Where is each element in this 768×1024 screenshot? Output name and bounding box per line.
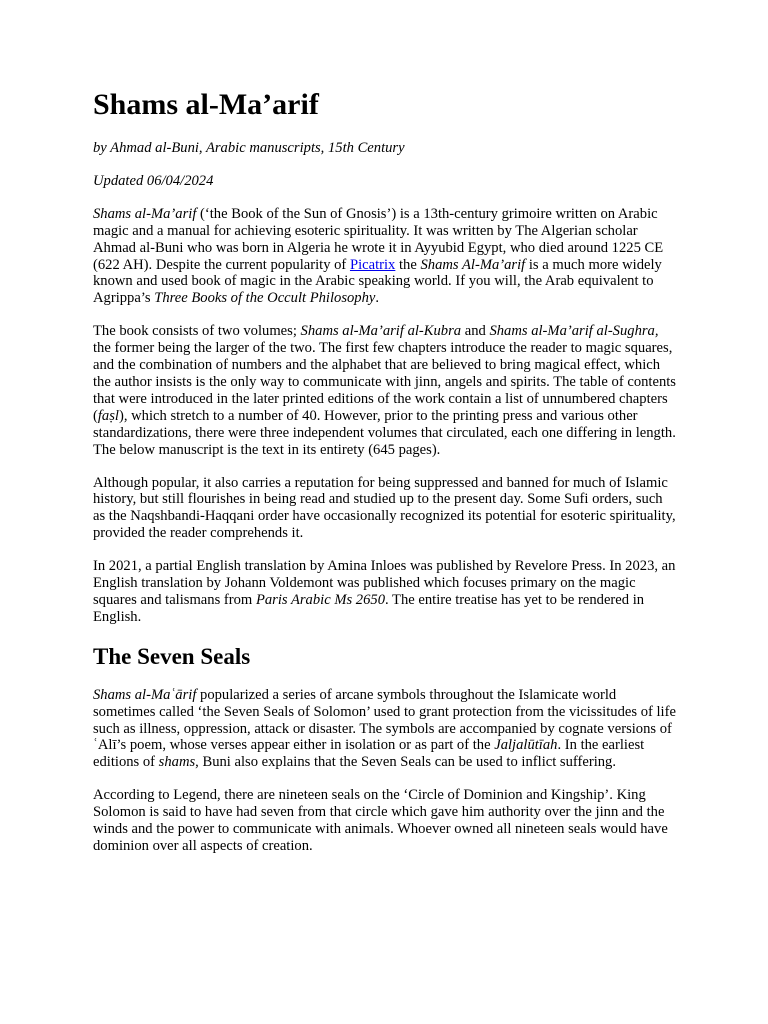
text-span: . The entire treatise has yet to be rendered in English. [93, 591, 645, 625]
seals-paragraph [93, 687, 676, 772]
updated-date: Updated 06/04/2024 [93, 172, 214, 189]
term: Jaljalūtīah [494, 737, 558, 754]
volumes-paragraph [93, 323, 676, 458]
text-span: and [461, 323, 490, 340]
translations-paragraph [93, 558, 676, 626]
book-title: Shams al-Ma’arif al-Kubra [300, 323, 462, 340]
picatrix-link[interactable]: Picatrix [349, 256, 396, 273]
text-span: In 2021, a partial English translation by Amina Inloes was published by Revelore Press. In 2023, an English translation by Johann Voldemont was published which focuses primary on the magic squares and talismans from [93, 558, 676, 608]
legend-paragraph: According to Legend, there are nineteen seals on the ‘Circle of Dominion and Kingship’. King Solomon is said to have had seven from that circle which gave him authority over the jinn and the winds and the power to communicate with animals. Whoever owned all nineteen seals would have dominion over all aspects of creation. [93, 787, 668, 854]
text-span: ), which stretch to a number of 40. However, prior to the printing press and various other standardizations, there were three independent volumes that circulated, each one differing in length. The below manuscript is the text in its entirety (645 pages). [93, 407, 676, 458]
term: shams [158, 754, 196, 771]
text-span: The book consists of two volumes; [93, 323, 301, 340]
text-span: is a much more widely known and used book of magic in the Arabic speaking world. If you will, the Arab equivalent to Agrippa’s [93, 256, 662, 307]
reputation-paragraph: Although popular, it also carries a reputation for being suppressed and banned for much of Islamic history, but still flourishes in being read and studied up to the present day. Some Sufi orders, such as the Naqshbandi-Haqqani order have occasionally recognized its potential for esoteric spirituality, provided the reader comprehends it. [93, 474, 676, 542]
text-span: . In the earliest editions of [93, 737, 645, 771]
text-span: popularized a series of arcane symbols throughout the Islamicate world sometimes called ‘the Seven Seals of Solomon’ used to grant protection from the vicissitudes of life such as illness, oppression, attack or disaster. The symbols are accompanied by cognate versions of ʿAlī’s poem, whose verses appear either in isolation or as part of the [93, 686, 676, 754]
book-title: Three Books of the Occult Philosophy [154, 290, 376, 307]
text-span: the [395, 256, 421, 273]
byline: by Ahmad al-Buni, Arabic manuscripts, 15th Century [93, 140, 405, 156]
text-span: . [375, 290, 380, 307]
section-heading: The Seven Seals [93, 643, 251, 669]
page-title: Shams al-Ma’arif [93, 88, 319, 121]
manuscript-title: Paris Arabic Ms 2650 [255, 591, 385, 608]
book-title: Shams Al-Ma’arif [420, 256, 526, 273]
book-title: Shams al-Ma’arif [93, 205, 197, 222]
book-title: Shams al-Ma’arif al-Sughra, [489, 323, 659, 340]
intro-paragraph [93, 206, 676, 307]
text-span: the former being the larger of the two. The first few chapters introduce the reader to magic squares, and the combination of numbers and the alphabet that are believed to bring magical effect, which the author insists is the only way to communicate with jinn, angels and spirits. The table of contents that were introduced in the later printed editions of the work contain a list of unnumbered chapters ( [93, 340, 676, 424]
text-span: , Buni also explains that the Seven Seals can be used to inflict suffering. [195, 754, 617, 771]
term: faṣl [97, 407, 119, 424]
book-title: Shams al-Maʿārif [93, 686, 197, 703]
text-span: (‘the Book of the Sun of Gnosis’) is a 13th-century grimoire written on Arabic magic and a manual for achieving esoteric spirituality. It was written by The Algerian scholar Ahmad al-Buni who was born in Algeria he wrote it in Ayyubid Egypt, who died around 1225 CE (622 AH). Despite the current popularity of [93, 205, 664, 273]
